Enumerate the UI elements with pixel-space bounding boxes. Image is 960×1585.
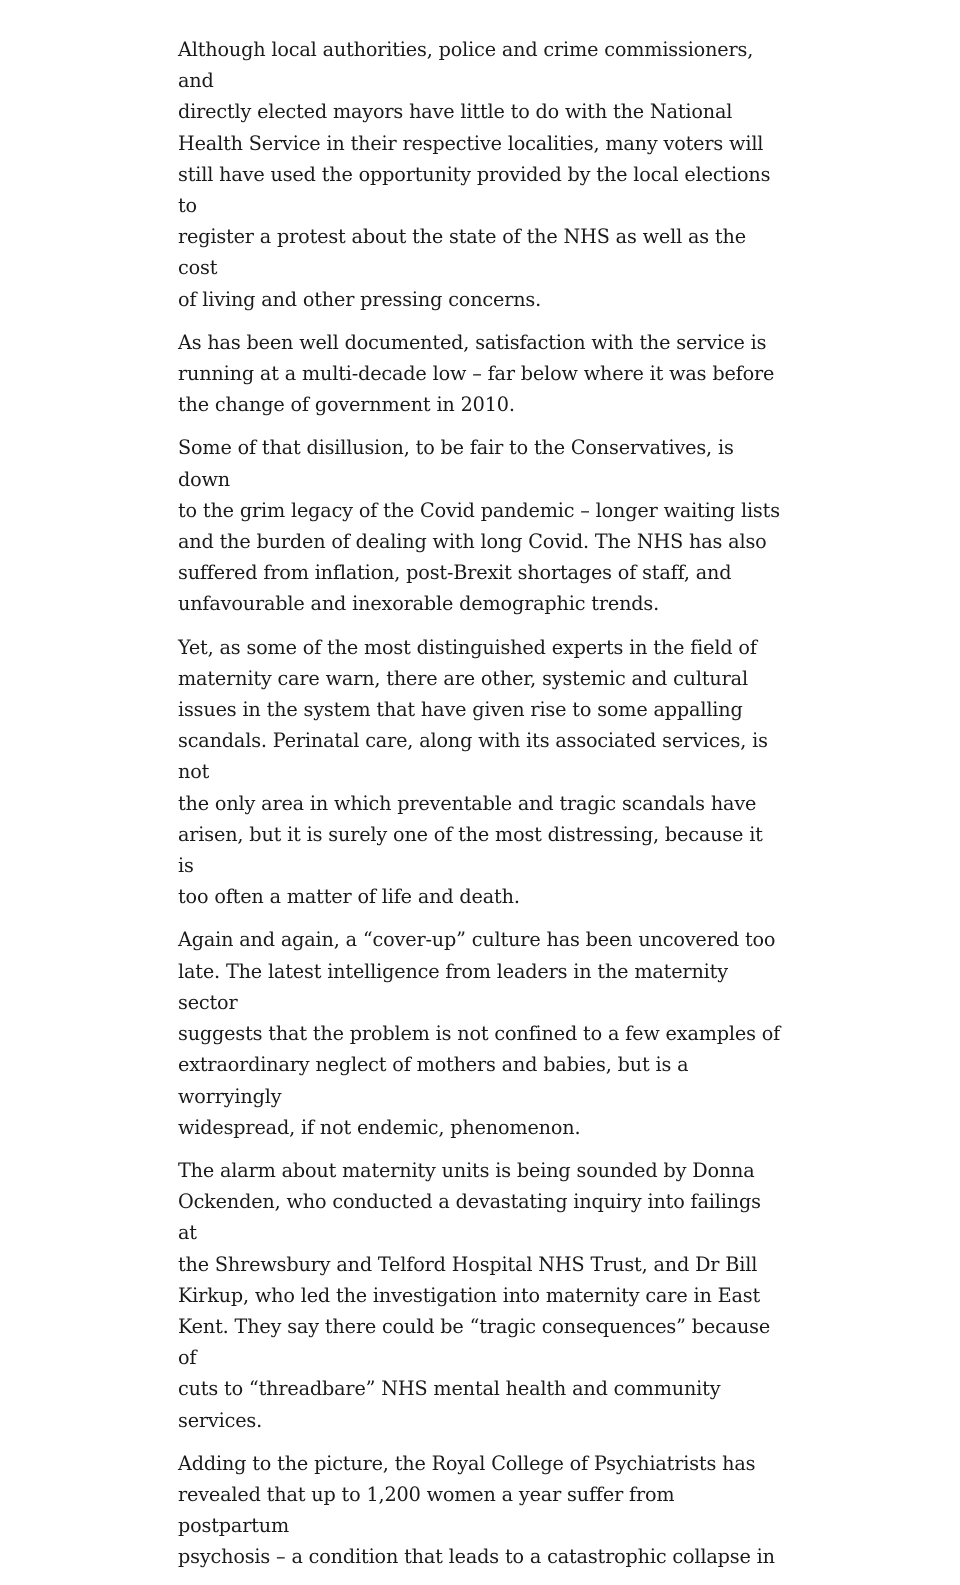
article-paragraph: Although local authorities, police and crime commissioners, and directly elected mayors have little to do with the National Health Service in their respective localities, many voters will still have used the opportunity provided by the local elections to register a protest about the state of the NHS as well as the cost of living and other pressing concerns.: [178, 38, 771, 311]
article-paragraph: Yet, as some of the most distinguished experts in the field of maternity care warn, there are other, systemic and cultural issues in the system that have given rise to some appalling scandals. Perinatal care, along with its associated services, is not the only area in which preventable and tragic scandals have arisen, but it is surely one of the most distressing, because it is too often a matter of life and death.: [178, 635, 768, 909]
article-paragraph: The alarm about maternity units is being sounded by Donna Ockenden, who conducted a devastating inquiry into failings at the Shrewsbury and Telford Hospital NHS Trust, and Dr Bill Kirkup, who led the investigation into maternity care in East Kent. They say there could be “tragic consequences” because of cuts to “threadbare” NHS mental health and community services.: [178, 1158, 771, 1432]
article-paragraph: As has been well documented, satisfaction with the service is running at a multi-decade low – far below where it was before the change of government in 2010.: [178, 330, 775, 417]
article-paragraph: Adding to the picture, the Royal College of Psychiatrists has revealed that up to 1,200 women a year suffer from postpartum psychosis – a condition that leads to a catastrophic collapse in: [178, 1451, 775, 1569]
article-paragraph: Again and again, a “cover-up” culture has been uncovered too late. The latest intelligence from leaders in the maternity sector suggests that the problem is not confined to a few examples of extraordinary neglect of mothers and babies, but is a worryingly widespread, if not endemic, phenomenon.: [178, 928, 781, 1139]
article-paragraph: Some of that disillusion, to be fair to the Conservatives, is down to the grim legacy of the Covid pandemic – longer waiting lists and the burden of dealing with long Covid. The NHS has also suffered from inflation, post-Brexit shortages of staff, and unfavourable and inexorable demographic trends.: [178, 436, 780, 616]
article-body: [178, 34, 782, 1585]
